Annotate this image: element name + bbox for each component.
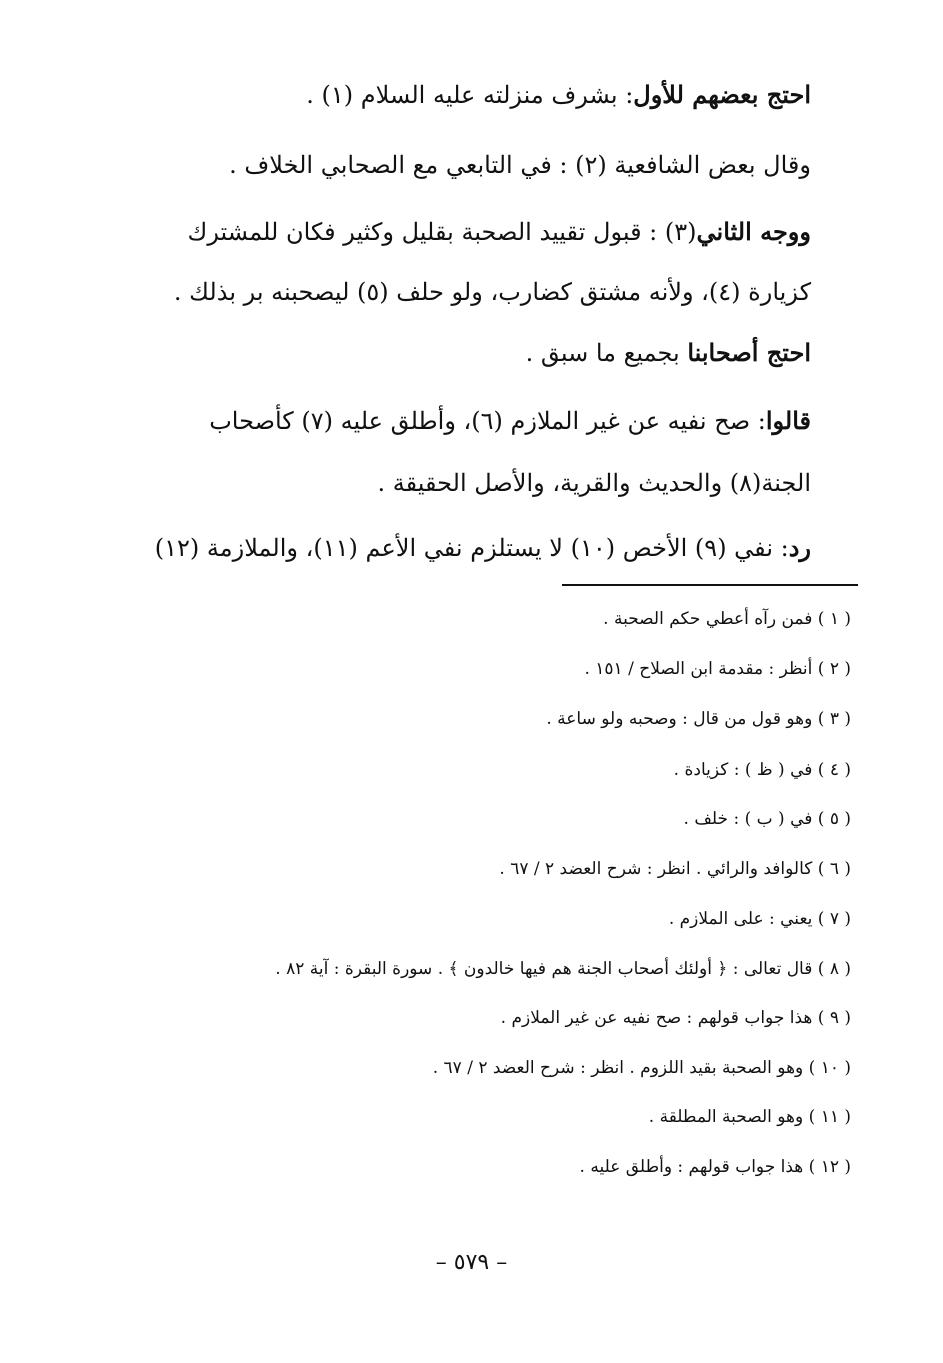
- main-line-6: [131, 404, 811, 438]
- footnote-10: ( ١٠ ) وهو الصحبة بقيد اللزوم . انظر : شرح العضد ٢ / ٦٧ .: [432, 1058, 851, 1078]
- footnote-8: ( ٨ ) قال تعالى : ﴿ أولئك أصحاب الجنة هم فيها خالدون ﴾ . سورة البقرة : آية ٨٢ .: [275, 959, 851, 979]
- main-line-4: [131, 275, 811, 309]
- footnote-7: ( ٧ ) يعني : على الملازم .: [668, 909, 851, 929]
- footnote-3: ( ٣ ) وهو قول من قال : وصحبه ولو ساعة .: [546, 709, 851, 729]
- main-line-8: [131, 531, 811, 565]
- line-8-heading: رد: [788, 533, 811, 562]
- footnote-11: ( ١١ ) وهو الصحبة المطلقة .: [648, 1107, 851, 1127]
- line-8-text: : نفي (٩) الأخص (١٠) لا يستلزم نفي الأعم (١١)، والملازمة (١٢): [154, 534, 789, 562]
- line-3-text: (٣) : قبول تقييد الصحبة بقليل وكثير فكان للمشترك: [187, 218, 697, 246]
- footnote-5: ( ٥ ) في ( ب ) : خلف .: [683, 809, 851, 829]
- line-2-text: وقال بعض الشافعية (٢) : في التابعي مع الصحابي الخلاف .: [229, 151, 811, 179]
- line-4-text: كزيارة (٤)، ولأنه مشتق كضارب، ولو حلف (٥) ليصحبنه بر بذلك .: [173, 278, 811, 306]
- line-6-text: : صح نفيه عن غير الملازم (٦)، وأطلق عليه (٧) كأصحاب: [209, 407, 766, 435]
- footnote-2: ( ٢ ) أنظر : مقدمة ابن الصلاح / ١٥١ .: [584, 659, 851, 679]
- line-1-text: : بشرف منزلته عليه السلام (١) .: [306, 81, 634, 109]
- line-1-heading: احتج بعضهم للأول: [633, 80, 811, 109]
- footnote-12: ( ١٢ ) هذا جواب قولهم : وأطلق عليه .: [579, 1157, 851, 1177]
- page-number: – ٥٧٩ –: [435, 1250, 508, 1275]
- line-7-text: الجنة(٨) والحديث والقرية، والأصل الحقيقة .: [377, 469, 811, 497]
- main-line-2: [131, 148, 811, 182]
- main-line-1: [131, 78, 811, 112]
- line-5-text: بجميع ما سبق .: [525, 339, 688, 367]
- footnote-9: ( ٩ ) هذا جواب قولهم : صح نفيه عن غير الملازم .: [500, 1008, 851, 1028]
- footnote-4: ( ٤ ) في ( ظ ) : كزيادة .: [673, 760, 851, 780]
- footnote-1: ( ١ ) فمن رآه أعطي حكم الصحبة .: [603, 609, 851, 629]
- footnote-6: ( ٦ ) كالوافد والرائي . انظر : شرح العضد ٢ / ٦٧ .: [499, 859, 851, 879]
- footnote-separator: [562, 584, 858, 586]
- main-line-3: [131, 215, 811, 249]
- line-5-heading: احتج أصحابنا: [687, 338, 811, 367]
- line-6-heading: قالوا: [765, 406, 811, 435]
- main-line-5: [131, 336, 811, 370]
- main-line-7: [131, 466, 811, 500]
- line-3-heading: ووجه الثاني: [696, 217, 811, 246]
